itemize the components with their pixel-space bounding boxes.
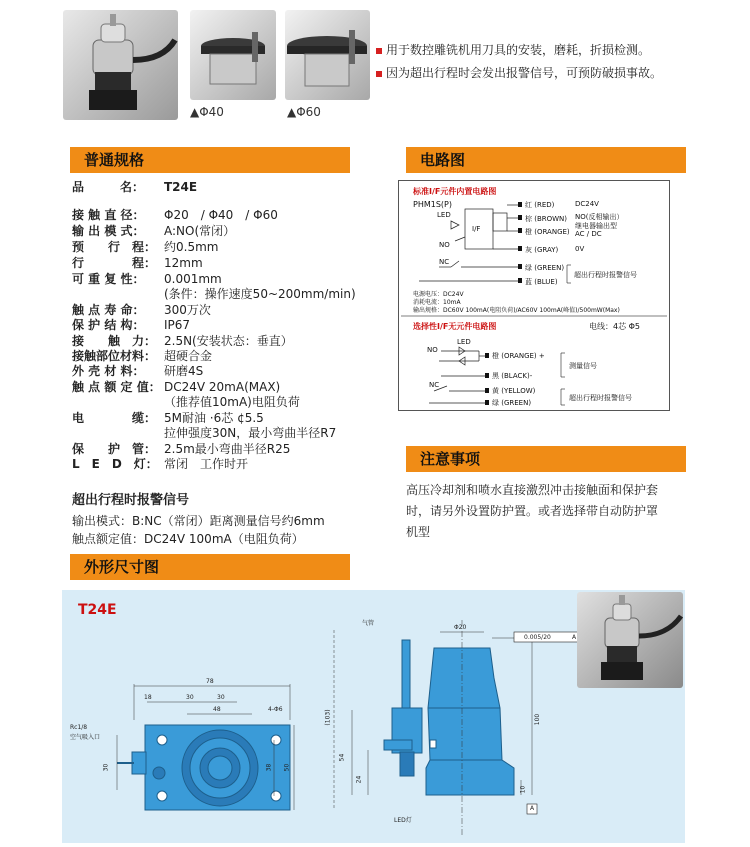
circuit1-title: 标准I/F元件内置电路图 <box>413 187 497 196</box>
dim-50: 50 <box>283 763 291 772</box>
spec-row: （推荐值10mA)电阻负荷 <box>164 395 300 409</box>
dim-24: 24 <box>355 775 363 784</box>
caption-phi40: ▲Φ40 <box>190 105 224 119</box>
spec-row: 保 护 结 构： IP67 <box>72 318 191 332</box>
spec-row: 接 触 直 径： Φ20 / Φ40 / Φ60 <box>72 208 278 222</box>
spec-row: 拉伸强度30N，最小弯曲半径R7 <box>164 426 337 440</box>
spec-row: (条件：操作速度50~200mm/min) <box>164 287 356 301</box>
product-photo-main <box>63 10 178 120</box>
dim-datum-bottom: A <box>530 805 535 812</box>
circuit1-wire-orange: 橙 (ORANGE) <box>525 228 570 236</box>
circuit2-alarm-label: 超出行程时报警信号 <box>569 394 632 402</box>
product-photo-phi40 <box>190 10 276 100</box>
section-header-spec: 普通规格 <box>62 147 350 173</box>
spec-row: 品 名： T24E <box>72 180 198 194</box>
dim-datum-top: A <box>572 634 577 641</box>
alarm-line-1: 输出模式：B:NC（常闭）距离测量信号约6mm <box>72 514 325 528</box>
circuit1-nc: NC <box>439 258 450 266</box>
circuit2-nc: NC <box>429 381 440 389</box>
dim-78: 78 <box>206 678 214 685</box>
dim-10: 10 <box>519 785 527 794</box>
caption-phi60: ▲Φ60 <box>287 105 321 119</box>
circuit1-no-desc2: 继电器输出型 <box>575 222 617 230</box>
circuit1-no-desc3: AC / DC <box>575 230 602 238</box>
circuit1-alarm-label: 超出行程时报警信号 <box>574 271 637 279</box>
dim-phi20: Φ20 <box>454 624 467 631</box>
dim-30a: 30 <box>186 694 194 701</box>
product-photo-small <box>577 592 683 688</box>
spec-row: 触 点 额 定 值： DC24V 20mA(MAX) <box>72 380 281 394</box>
spec-row: L E D 灯： 常闭 工作时开 <box>72 457 249 471</box>
circuit2-no: NO <box>427 346 438 354</box>
circuit1-foot-2: 消耗电流：10mA <box>413 299 461 306</box>
dim-tolerance: 0.005/20 <box>524 634 551 641</box>
feature-bullet-1: 用于数控雕铣机用刀具的安装，磨耗，折损检测。 <box>376 41 650 58</box>
spec-row: 外 壳 材 料： 研磨4S <box>72 364 204 378</box>
circuit2-measure: 测量信号 <box>569 362 597 370</box>
circuit2-led: LED <box>457 338 471 346</box>
feature-bullet-2: 因为超出行程时会发出报警信号，可预防破损事故。 <box>376 64 662 81</box>
circuit2-wire-yellow: 黄 (YELLOW) <box>492 387 536 395</box>
dim-led-lamp: LED灯 <box>394 817 412 824</box>
dimension-drawing-panel <box>62 590 685 843</box>
section-header-notes: 注意事项 <box>398 446 686 472</box>
circuit1-dc24v: DC24V <box>575 200 599 208</box>
dim-38: 38 <box>265 763 273 772</box>
circuit2-cable: 电线：4芯 Φ5 <box>589 322 641 331</box>
circuit1-no: NO <box>439 241 450 249</box>
spec-row: 触 点 寿 命： 300万次 <box>72 303 211 317</box>
spec-row: 接触部位材料： 超硬合金 <box>72 349 213 363</box>
circuit1-wire-green: 绿 (GREEN) <box>525 264 565 272</box>
circuit1-if: I/F <box>472 225 481 233</box>
dim-30v: 30 <box>102 763 110 772</box>
dim-air: 气管 <box>362 620 375 627</box>
dim-18: 18 <box>144 694 152 701</box>
circuit1-wire-blue: 蓝 (BLUE) <box>525 278 558 286</box>
dim-103: (103) <box>324 709 332 726</box>
section-header-circuit: 电路图 <box>398 147 686 173</box>
bullet-square-icon <box>376 48 382 54</box>
circuit1-foot-3: 输出规格：DC60V 100mA(电阻负荷)/AC60V 100mA(峰值)/500mW(Max) <box>413 307 620 314</box>
circuit1-led: LED <box>437 211 451 219</box>
dim-rc: Rc1/8 <box>70 724 88 731</box>
circuit2-wire-green: 绿 (GREEN) <box>492 399 532 407</box>
bullet-square-icon <box>376 71 382 77</box>
circuit1-wire-red: 红 (RED) <box>525 201 555 209</box>
circuit-diagram-panel <box>398 180 670 411</box>
spec-row: 行 程： 12mm <box>72 256 203 270</box>
dim-air-inlet: 空气吸入口 <box>70 734 101 741</box>
dim-100: 100 <box>534 713 542 726</box>
spec-row: 预 行 程： 约0.5mm <box>72 240 219 254</box>
dim-48: 48 <box>213 706 221 713</box>
spec-row: 输 出 模 式： A:NO(常闭） <box>72 224 236 238</box>
spec-row: 保 护 管： 2.5m最小弯曲半径R25 <box>72 442 291 456</box>
circuit2-wire-black: 黑 (BLACK)- <box>492 372 533 380</box>
circuit2-wire-orange: 橙 (ORANGE) + <box>492 352 545 360</box>
notes-text: 高压冷却剂和喷水直接激烈冲击接触面和保护套时，请另外设置防护置。或者选择带自动防护罩机型 <box>406 483 659 539</box>
product-photo-phi60 <box>285 10 370 100</box>
dim-54: 54 <box>338 753 346 762</box>
section-header-dims: 外形尺寸图 <box>62 554 350 580</box>
circuit1-foot-1: 电源电压：DC24V <box>413 291 464 298</box>
circuit1-wire-gray: 灰 (GRAY) <box>525 246 559 254</box>
alarm-title: 超出行程时报警信号 <box>72 493 190 508</box>
spec-row: 电 缆： 5M耐油 ·6芯 ¢5.5 <box>72 411 264 425</box>
dim-hole: 4-Φ6 <box>268 706 283 713</box>
spec-row: 接 触 力： 2.5N(安装状态：垂直） <box>72 334 293 348</box>
circuit1-model: PHM1S(P) <box>413 200 452 209</box>
dims-model: T24E <box>78 602 117 618</box>
alarm-line-2: 触点额定值：DC24V 100mA（电阻负荷） <box>72 532 304 546</box>
circuit1-zero-v: 0V <box>575 245 585 253</box>
spec-row: 可 重 复 性： 0.001mm <box>72 272 222 286</box>
circuit1-no-desc1: NO(反相输出） <box>575 213 624 221</box>
dim-30b: 30 <box>217 694 225 701</box>
circuit2-title: 选择性I/F无元件电路图 <box>413 322 497 331</box>
circuit1-wire-brown: 棕 (BROWN) <box>525 215 568 223</box>
